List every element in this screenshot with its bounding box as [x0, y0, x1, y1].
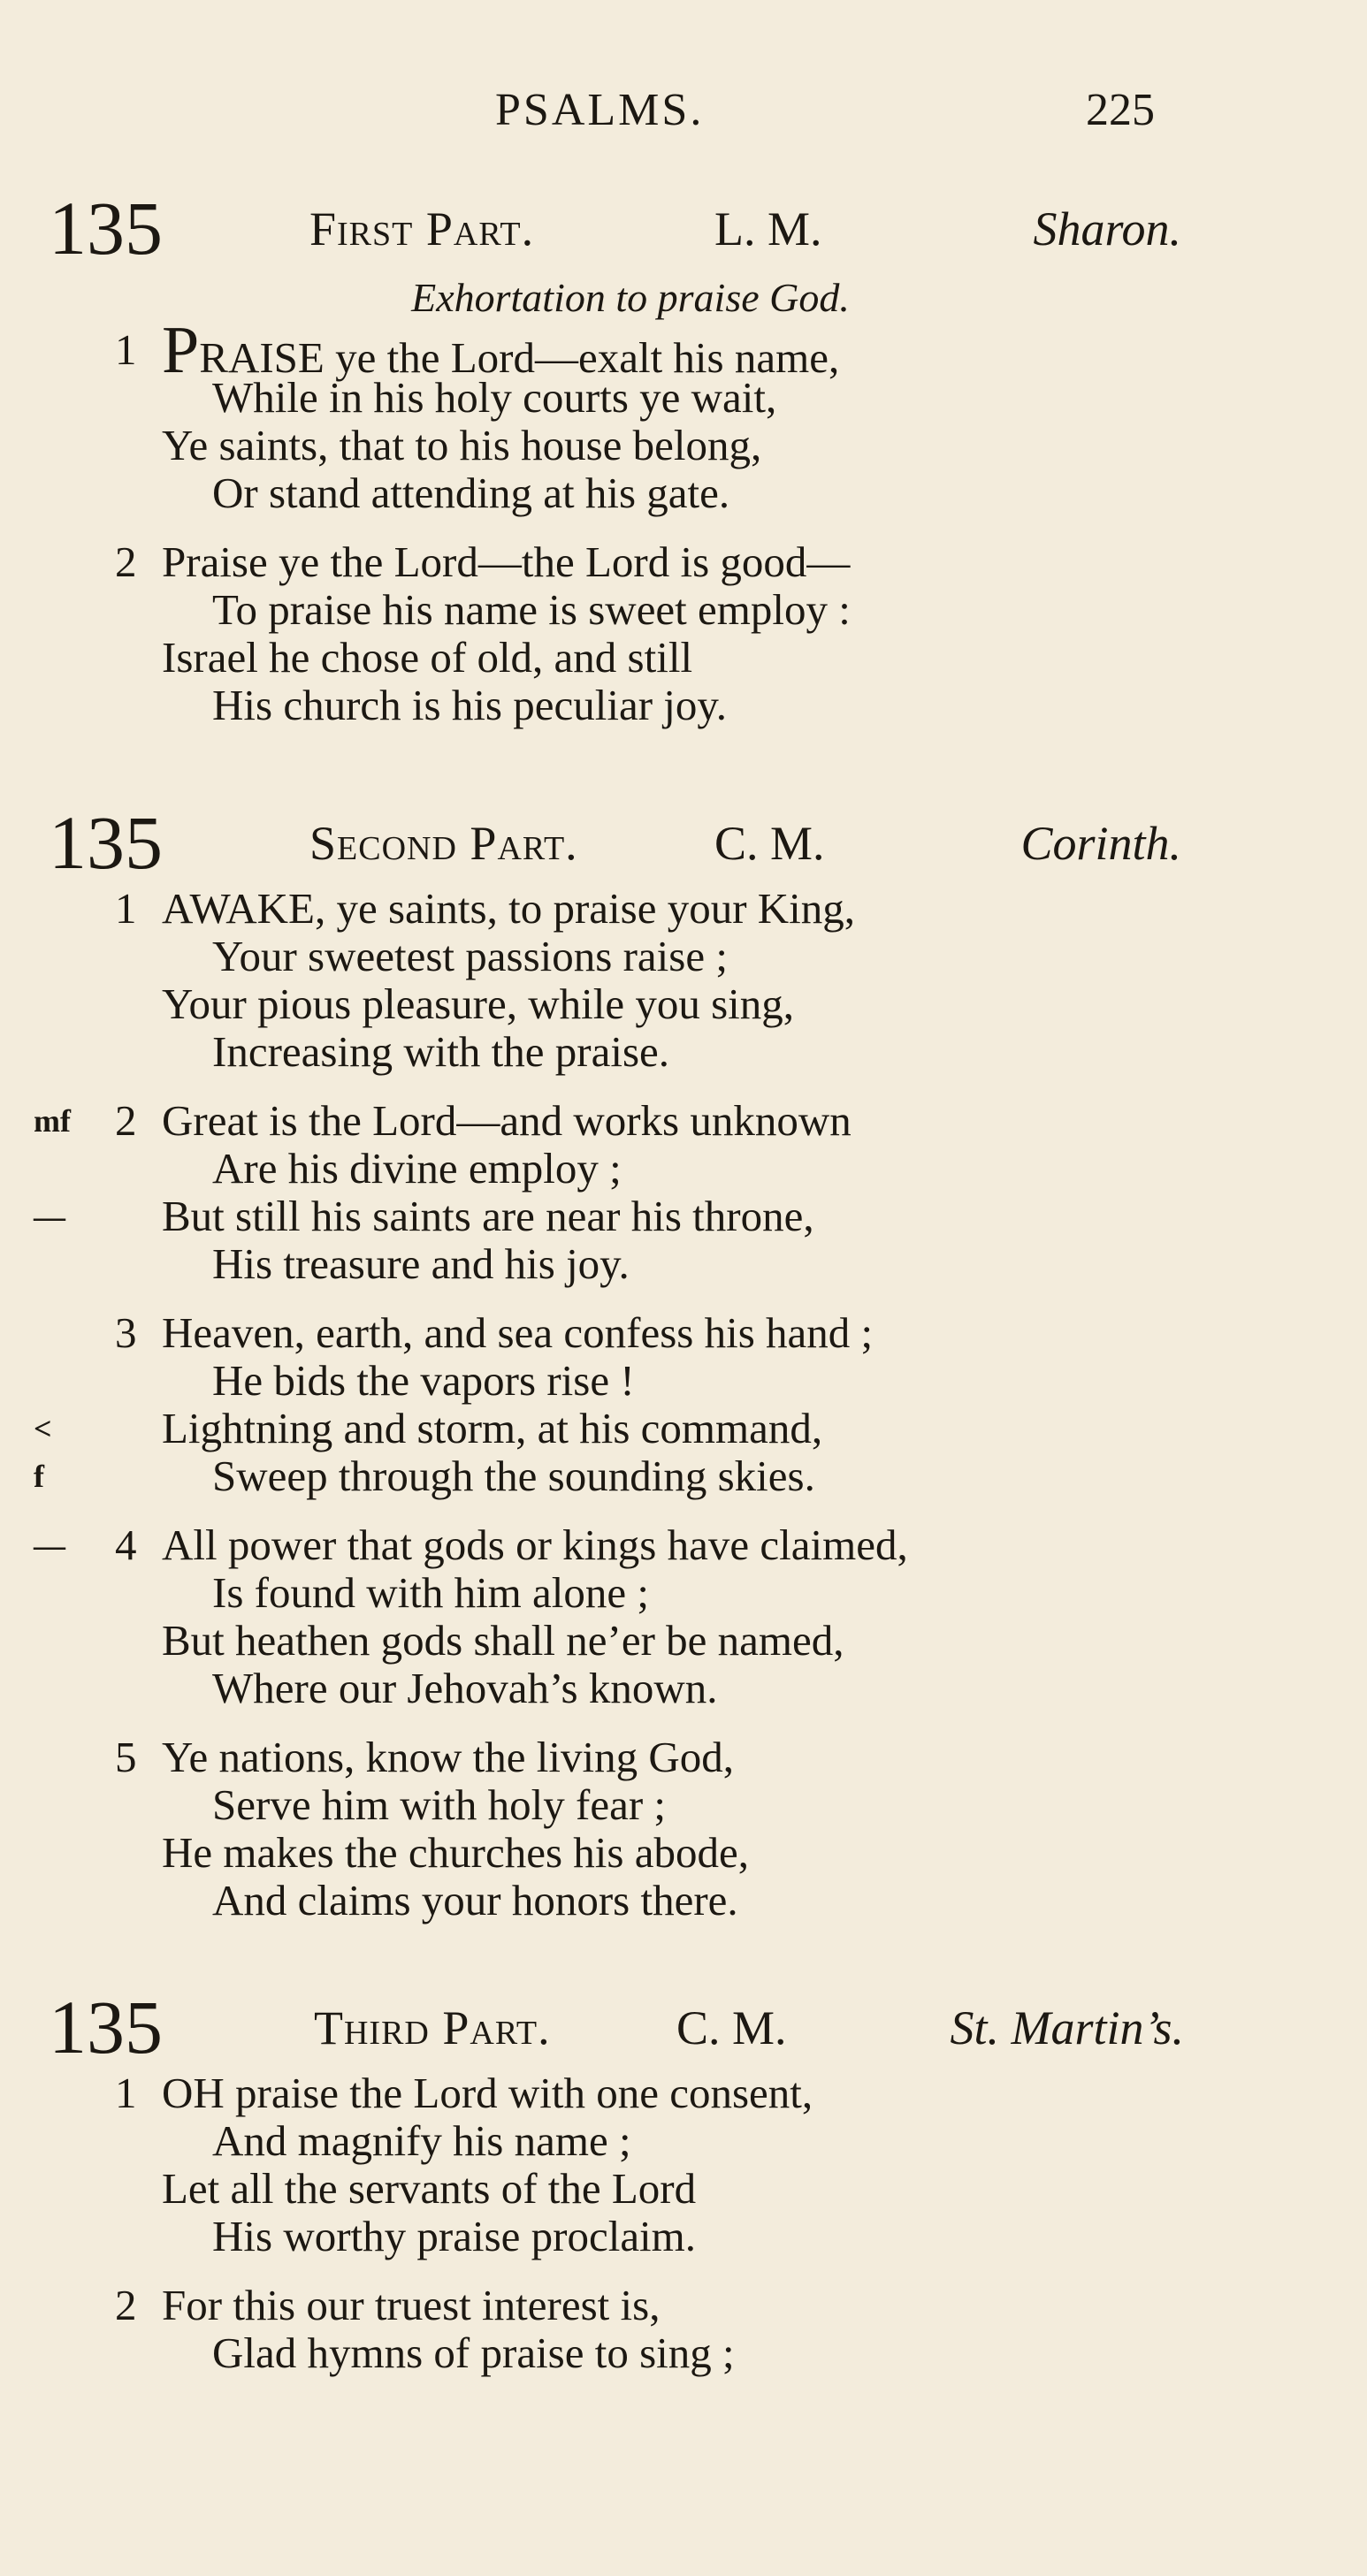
line-text: Glad hymns of praise to sing ;: [212, 2328, 735, 2377]
line-text: Let all the servants of the Lord: [162, 2164, 697, 2213]
stanza-1: [0, 313, 1367, 517]
verse-line: [0, 885, 1367, 933]
dynamic-marking: <: [34, 1411, 52, 1446]
line-text: His treasure and his joy.: [212, 1239, 630, 1288]
section-heading: [0, 186, 1367, 271]
line-text: Israel he chose of old, and still: [162, 633, 693, 682]
verse-line: [0, 2282, 1367, 2329]
verse-line: [0, 980, 1367, 1028]
line-text: For this our truest interest is,: [162, 2281, 661, 2329]
verse-line: [0, 1877, 1367, 1924]
verse-line: [0, 1405, 1367, 1452]
line-text: Or stand attending at his gate.: [212, 469, 730, 517]
line-text: Increasing with the praise.: [212, 1027, 670, 1076]
psalm-section-second-part: [0, 800, 1367, 1946]
verse-line: [0, 1734, 1367, 1781]
line-text: Your sweetest passions raise ;: [212, 932, 728, 980]
psalm-number: 135: [49, 1985, 163, 2069]
verse-line: [0, 422, 1367, 469]
verse-line: [0, 682, 1367, 729]
line-text: Ye nations, know the living God,: [162, 1733, 735, 1781]
dynamic-marking: —: [34, 1528, 65, 1563]
running-title: PSALMS.: [495, 85, 705, 135]
verse-line: [0, 2213, 1367, 2260]
line-text: His worthy praise proclaim.: [212, 2212, 697, 2260]
stanza-number: 4: [115, 1520, 137, 1569]
stanza-2: [0, 1097, 1367, 1288]
stanza-1: [0, 2069, 1367, 2260]
running-head: [0, 84, 1367, 146]
verse-line: [0, 2165, 1367, 2213]
dynamic-marking: f: [34, 1459, 44, 1494]
line-text: He bids the vapors rise !: [212, 1356, 635, 1405]
dynamic-marking: —: [34, 1199, 65, 1234]
verse-line: [0, 374, 1367, 422]
line-text: Are his divine employ ;: [212, 1144, 622, 1193]
section-subtitle: Exhortation to praise God.: [411, 275, 850, 320]
stanza-2: [0, 538, 1367, 729]
line-text: Your pious pleasure, while you sing,: [162, 979, 795, 1028]
part-label: Third Part.: [314, 2001, 551, 2054]
stanza-number: 1: [115, 325, 137, 374]
verse-line: [0, 586, 1367, 634]
stanza-number: 1: [115, 884, 137, 933]
line-text: Great is the Lord—and works unknown: [162, 1096, 852, 1145]
line-text: And claims your honors there.: [212, 1876, 738, 1924]
line-text: Praise ye the Lord—the Lord is good—: [162, 537, 851, 586]
line-text: All power that gods or kings have claimed,: [162, 1520, 908, 1569]
stanza-1: [0, 885, 1367, 1076]
verse-line: [0, 1240, 1367, 1288]
verse-line: [0, 313, 1367, 387]
line-text: Sweep through the sounding skies.: [212, 1452, 815, 1500]
verse-line: [0, 1145, 1367, 1193]
line-text: But still his saints are near his throne,: [162, 1192, 814, 1240]
verse-line: [0, 1097, 1367, 1145]
line-text: While in his holy courts ye wait,: [212, 373, 777, 422]
line-text: Where our Jehovah’s known.: [212, 1664, 718, 1712]
line-text: Lightning and storm, at his command,: [162, 1404, 823, 1452]
stanza-3: [0, 1309, 1367, 1500]
stanza-number: 2: [115, 1096, 137, 1145]
line-text: His church is his peculiar joy.: [212, 681, 727, 729]
stanza-number: 2: [115, 2281, 137, 2329]
verse-line: [0, 2069, 1367, 2117]
meter-label: C. M.: [676, 2001, 787, 2054]
line-text: He makes the churches his abode,: [162, 1828, 749, 1877]
verse-line: [0, 933, 1367, 980]
line-text: Serve him with holy fear ;: [212, 1780, 667, 1829]
verse-line: [0, 1452, 1367, 1500]
line-text: OH praise the Lord with one consent,: [162, 2069, 813, 2117]
verse-line: [0, 538, 1367, 586]
verse-line: [0, 1665, 1367, 1712]
verse-line: [0, 1193, 1367, 1240]
verse-line: [0, 2329, 1367, 2377]
tune-name: Corinth.: [1020, 817, 1181, 870]
psalm-section-third-part: [0, 1985, 1367, 2398]
page-number: 225: [1086, 85, 1155, 135]
verse-line: [0, 1829, 1367, 1877]
stanza-4: [0, 1521, 1367, 1712]
psalm-section-first-part: [0, 186, 1367, 751]
stanza-2: [0, 2282, 1367, 2377]
verse-line: [0, 1028, 1367, 1076]
line-text: To praise his name is sweet employ :: [212, 585, 851, 634]
stanza-5: [0, 1734, 1367, 1924]
section-heading: [0, 1985, 1367, 2069]
line-text: RAISE ye the Lord—exalt his name,: [199, 333, 840, 382]
section-heading: [0, 800, 1367, 885]
tune-name: St. Martin’s.: [950, 2001, 1184, 2054]
drop-cap: P: [162, 313, 200, 387]
verse-line: [0, 1521, 1367, 1569]
tune-name: Sharon.: [1033, 202, 1181, 255]
stanza-number: 5: [115, 1733, 137, 1781]
line-text: Ye saints, that to his house belong,: [162, 421, 762, 469]
verse-line: [0, 1781, 1367, 1829]
dynamic-marking: mf: [34, 1103, 71, 1139]
meter-label: C. M.: [714, 817, 825, 870]
line-text: Is found with him alone ;: [212, 1568, 650, 1617]
line-text: Heaven, earth, and sea confess his hand ;: [162, 1308, 874, 1357]
verse-line: [0, 634, 1367, 682]
verse-line: [0, 1357, 1367, 1405]
verse-line: [0, 1569, 1367, 1617]
part-label: Second Part.: [309, 817, 578, 870]
stanza-number: 3: [115, 1308, 137, 1357]
verse-line: [0, 469, 1367, 517]
verse-line: [0, 1309, 1367, 1357]
line-text: And magnify his name ;: [212, 2116, 631, 2165]
verse-line: [0, 2117, 1367, 2165]
part-label: First Part.: [309, 202, 535, 255]
line-text: But heathen gods shall ne’er be named,: [162, 1616, 844, 1665]
stanza-number: 1: [115, 2069, 137, 2117]
meter-label: L. M.: [714, 202, 822, 255]
psalm-number: 135: [49, 186, 163, 271]
line-text: AWAKE, ye saints, to praise your King,: [162, 884, 856, 933]
stanza-number: 2: [115, 537, 137, 586]
verse-line: [0, 1617, 1367, 1665]
psalm-number: 135: [49, 800, 163, 885]
